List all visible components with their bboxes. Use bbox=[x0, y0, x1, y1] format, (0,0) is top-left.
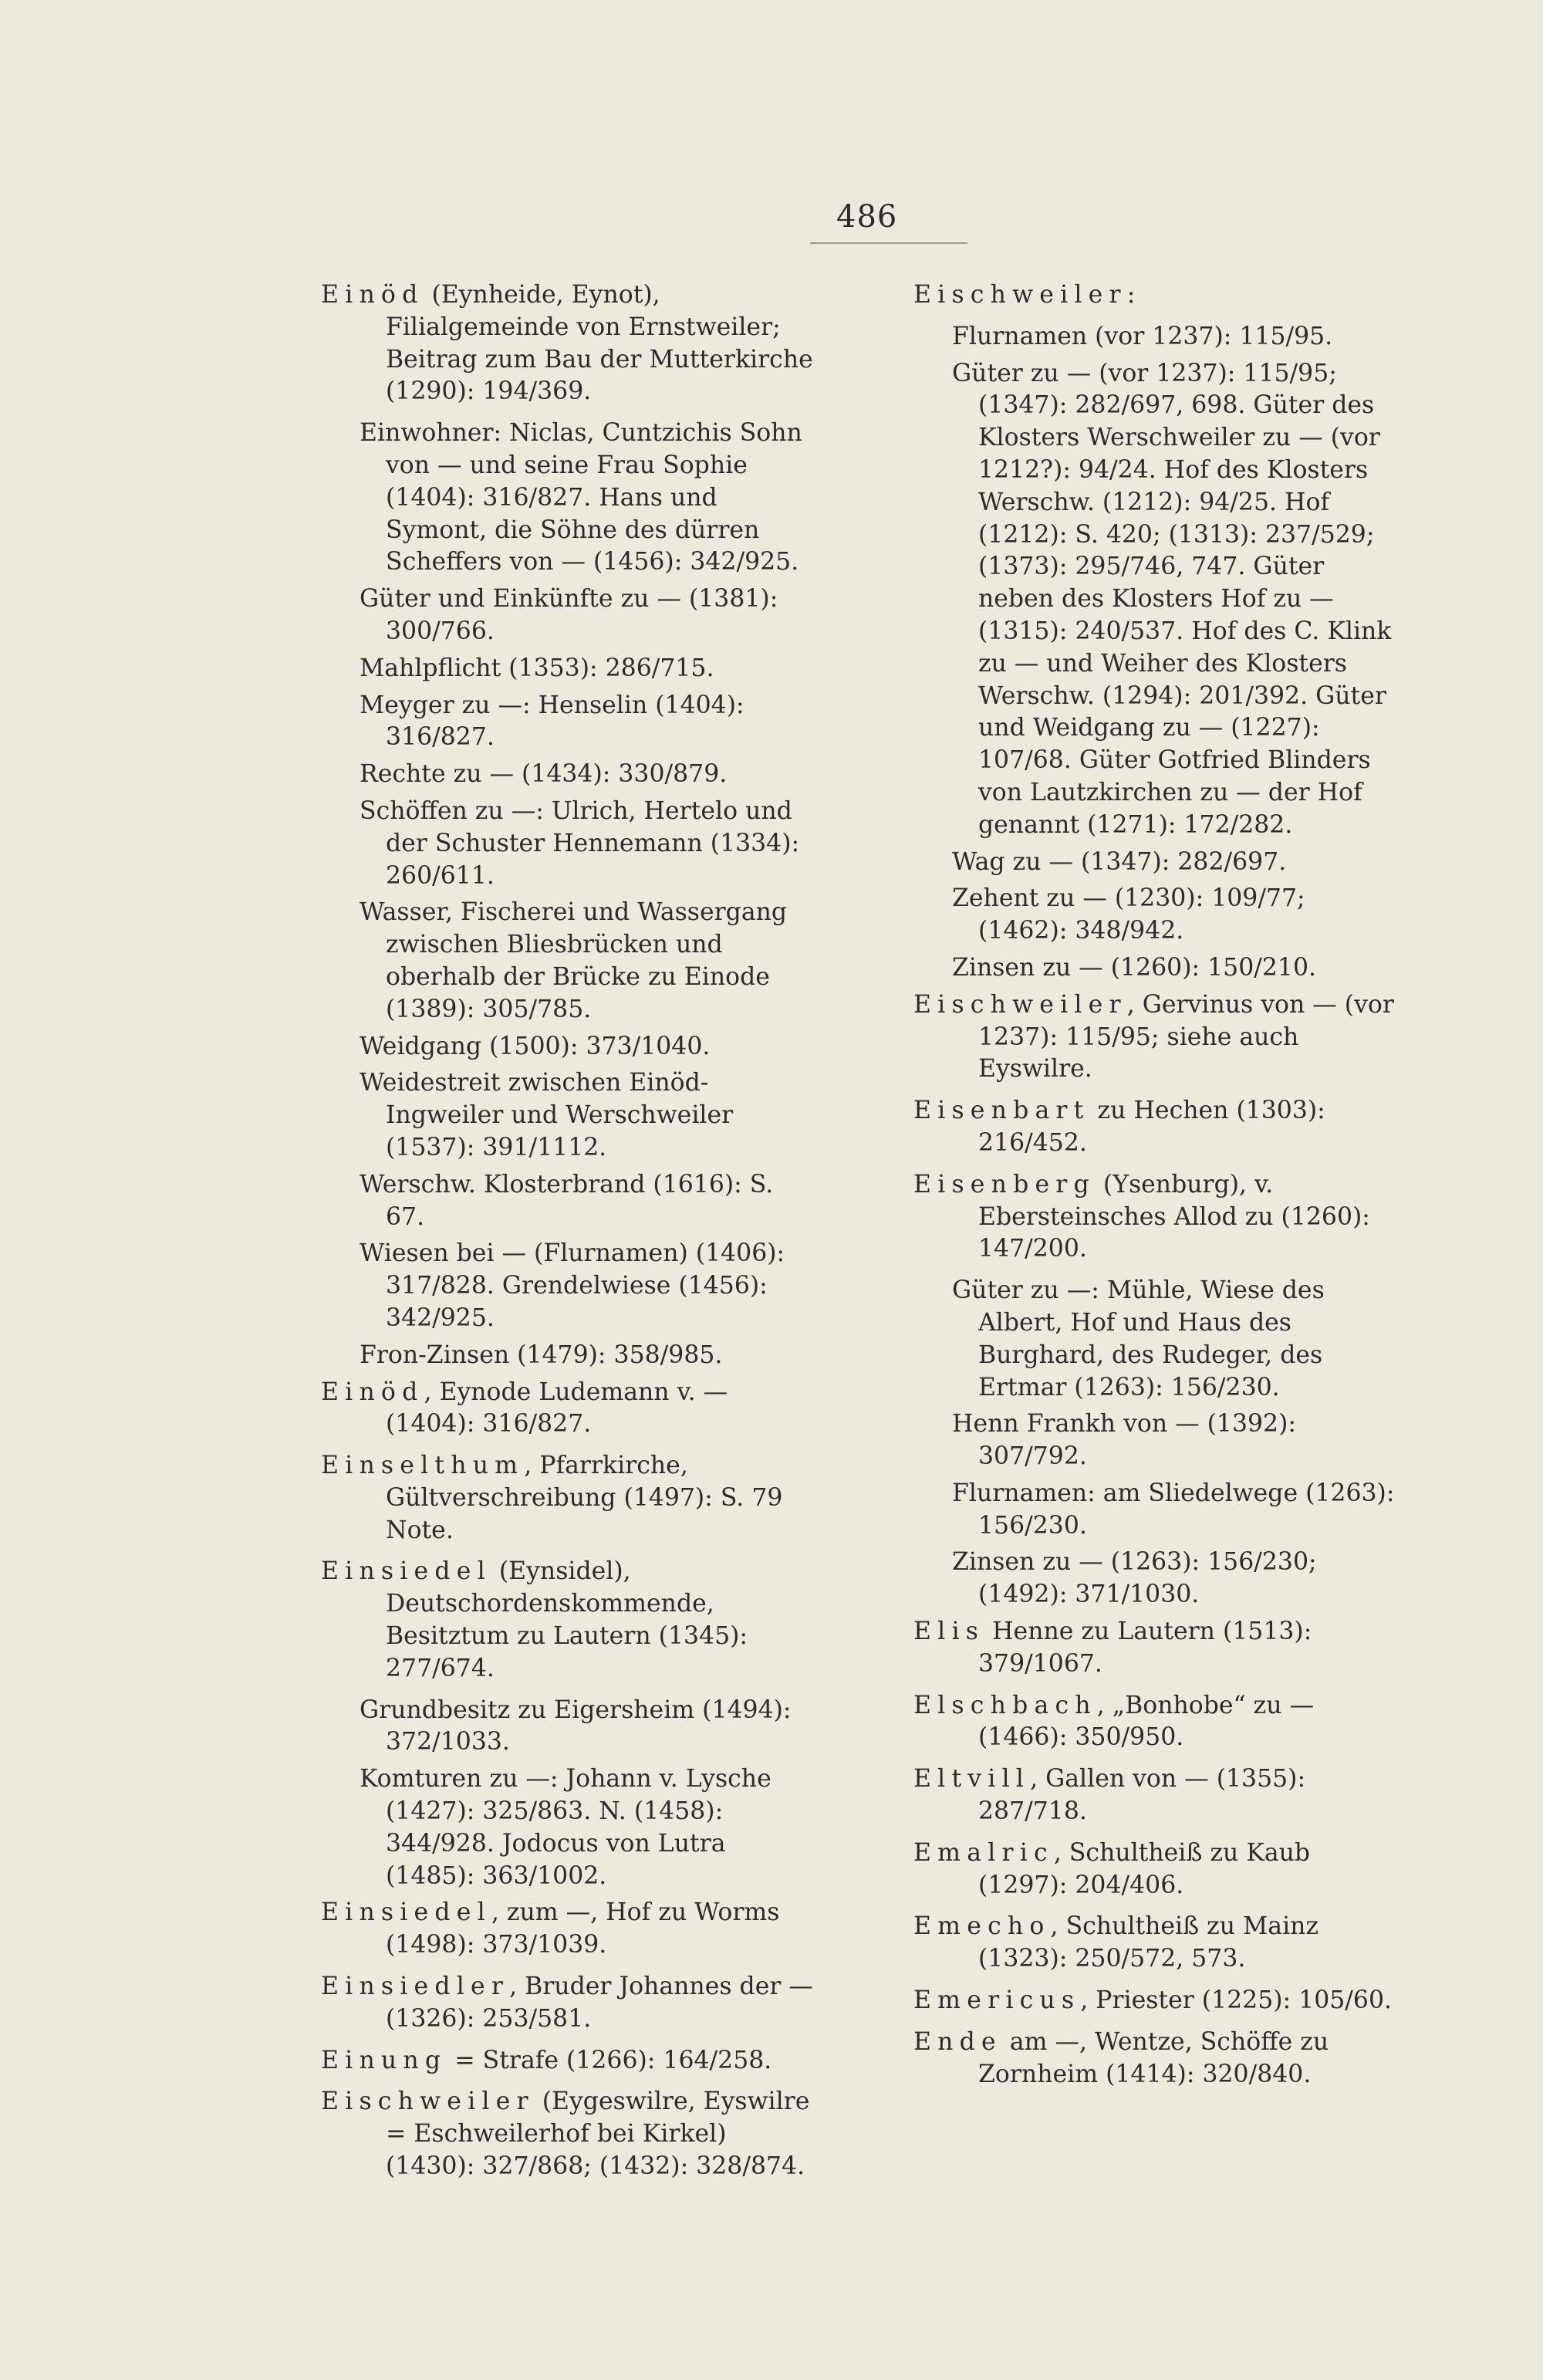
entry-text: : bbox=[1126, 281, 1136, 309]
entry-text: Einwohner: Niclas, Cuntzichis Sohn von — und seine Frau Sophie (1404): 316/827. Hans und Symont, die Söhne des dürren Scheffers von — (1456): 342/925. bbox=[360, 419, 802, 576]
index-entry bbox=[321, 2086, 816, 2182]
entry-text: Güter zu —: Mühle, Wiese des Albert, Hof und Haus des Burghard, des Rudeger, des Ertmar (1263): 156/230. bbox=[952, 1276, 1325, 1401]
index-entry bbox=[913, 2027, 1401, 2091]
index-entry bbox=[321, 1556, 816, 1685]
index-subentry bbox=[360, 1763, 816, 1892]
index-subentry bbox=[360, 690, 816, 755]
entry-headword: Einselthum bbox=[321, 1452, 525, 1480]
entry-text: am —, Wentze, Schöffe zu Zornheim (1414): 320/840. bbox=[978, 2027, 1329, 2088]
entry-text: (Eygeswilre, Eyswilre = Eschweilerhof bei Kirkel) (1430): 327/868; (1432): 328/874. bbox=[386, 2088, 810, 2181]
entry-text: Mahlpflicht (1353): 286/715. bbox=[360, 654, 714, 682]
entry-text: , zum —, Hof zu Worms (1498): 373/1039. bbox=[386, 1898, 780, 1959]
entry-text: Grundbesitz zu Eigersheim (1494): 372/1033. bbox=[360, 1695, 792, 1756]
index-subentry bbox=[952, 1275, 1401, 1404]
entry-text: Henne zu Lautern (1513): 379/1067. bbox=[978, 1618, 1312, 1678]
entry-text: Weidgang (1500): 373/1040. bbox=[360, 1032, 711, 1060]
entry-headword: Einöd bbox=[321, 1378, 424, 1406]
index-entry bbox=[321, 1450, 816, 1547]
entry-text: zu Hechen (1303): 216/452. bbox=[978, 1097, 1325, 1157]
entry-text: , „Bonhobe“ zu — (1466): 350/950. bbox=[978, 1691, 1315, 1752]
entry-text: (Ysenburg), v. Ebersteinsches Allod zu (1260): 147/200. bbox=[978, 1170, 1370, 1263]
index-entry bbox=[321, 1971, 816, 2036]
index-subentry bbox=[952, 358, 1401, 842]
index-entry bbox=[913, 1763, 1401, 1828]
entry-headword: Eisenberg bbox=[913, 1170, 1096, 1198]
entry-text: Meyger zu —: Henselin (1404): 316/827. bbox=[360, 691, 744, 752]
index-subentry bbox=[360, 1067, 816, 1164]
index-entry bbox=[321, 2045, 816, 2077]
entry-text: , Schultheiß zu Kaub (1297): 204/406. bbox=[978, 1838, 1311, 1899]
entry-text: Wag zu — (1347): 282/697. bbox=[952, 847, 1287, 876]
index-entry bbox=[913, 1169, 1401, 1266]
entry-text: Zehent zu — (1230): 109/77; (1462): 348/942. bbox=[952, 884, 1305, 945]
entry-text: , Gervinus von — (vor 1237): 115/95; siehe auch Eyswilre. bbox=[978, 990, 1394, 1084]
entry-headword: Emecho bbox=[913, 1912, 1051, 1941]
left-column bbox=[321, 279, 816, 2192]
index-entry bbox=[913, 989, 1401, 1086]
entry-text: , Gallen von — (1355): 287/718. bbox=[978, 1765, 1306, 1826]
index-subentry bbox=[360, 1695, 816, 1760]
index-entry bbox=[913, 1690, 1401, 1755]
index-subentry bbox=[952, 1547, 1401, 1611]
entry-text: , Schultheiß zu Mainz (1323): 250/572, 573. bbox=[978, 1912, 1319, 1973]
index-entry bbox=[913, 1837, 1401, 1902]
index-entry bbox=[913, 1616, 1401, 1681]
index-subentry bbox=[952, 1478, 1401, 1543]
entry-headword: Emalric bbox=[913, 1838, 1054, 1867]
index-entry bbox=[321, 1377, 816, 1442]
entry-text: Werschw. Klosterbrand (1616): S. 67. bbox=[360, 1170, 774, 1231]
entry-headword: Eltvill bbox=[913, 1765, 1031, 1793]
entry-text: , Eynode Ludemann v. — (1404): 316/827. bbox=[386, 1378, 728, 1438]
entry-text: Flurnamen (vor 1237): 115/95. bbox=[952, 322, 1333, 350]
index-subentry bbox=[360, 583, 816, 648]
right-column bbox=[913, 279, 1401, 2100]
entry-headword: Einsiedler bbox=[321, 1973, 510, 2001]
index-entry bbox=[913, 1911, 1401, 1976]
entry-text: Zinsen zu — (1263): 156/230; (1492): 371/1030. bbox=[952, 1548, 1317, 1609]
entry-text: Rechte zu — (1434): 330/879. bbox=[360, 760, 728, 789]
entry-text: Güter und Einkünfte zu — (1381): 300/766. bbox=[360, 585, 778, 645]
entry-headword: Einöd bbox=[321, 281, 424, 309]
index-subentry bbox=[360, 1031, 816, 1063]
entry-text: (Eynheide, Eynot), Filialgemeinde von Ernstweiler; Beitrag zum Bau der Mutterkirche (1290): 194/369. bbox=[386, 281, 813, 406]
entry-text: Wiesen bei — (Flurnamen) (1406): 317/828. Grendelwiese (1456): 342/925. bbox=[360, 1239, 785, 1332]
entry-text: Fron-Zinsen (1479): 358/985. bbox=[360, 1340, 723, 1369]
entry-text: , Pfarrkirche, Gültverschreibung (1497): S. 79 Note. bbox=[386, 1452, 783, 1544]
index-subentry bbox=[360, 1340, 816, 1372]
page-number-rule bbox=[810, 242, 967, 244]
entry-text: Henn Frankh von — (1392): 307/792. bbox=[952, 1410, 1296, 1471]
entry-text: Komturen zu —: Johann v. Lysche (1427): 325/863. N. (1458): 344/928. Jodocus von Lutra (1485): 363/1002. bbox=[360, 1765, 772, 1890]
index-subentry bbox=[360, 1238, 816, 1334]
entry-headword: Eischweiler bbox=[913, 990, 1127, 1019]
entry-text: , Priester (1225): 105/60. bbox=[1080, 1986, 1392, 2015]
entry-headword: Einung bbox=[321, 2046, 447, 2074]
index-subentry bbox=[952, 952, 1401, 985]
index-subentry bbox=[952, 883, 1401, 948]
entry-headword: Emericus bbox=[913, 1986, 1081, 2015]
entry-headword: Einsiedel bbox=[321, 1898, 491, 1927]
page-number: 486 bbox=[836, 199, 898, 235]
index-subentry bbox=[952, 847, 1401, 879]
index-entry bbox=[913, 279, 1401, 312]
entry-headword: Elis bbox=[913, 1618, 985, 1646]
index-subentry bbox=[360, 897, 816, 1026]
entry-headword: Eisenbart bbox=[913, 1097, 1090, 1125]
entry-headword: Eischweiler bbox=[913, 281, 1127, 309]
entry-headword: Eischweiler bbox=[321, 2088, 535, 2116]
index-subentry bbox=[360, 1169, 816, 1234]
index-subentry bbox=[952, 321, 1401, 353]
index-subentry bbox=[360, 418, 816, 579]
entry-text: (Eynsidel), Deutschordenskommende, Besitztum zu Lautern (1345): 277/674. bbox=[386, 1557, 748, 1682]
index-subentry bbox=[360, 759, 816, 791]
index-entry bbox=[913, 1985, 1401, 2017]
index-subentry bbox=[360, 653, 816, 685]
index-subentry bbox=[360, 796, 816, 892]
entry-text: Wasser, Fischerei und Wassergang zwischen Bliesbrücken und oberhalb der Brücke zu Einode (1389): 305/785. bbox=[360, 898, 788, 1023]
entry-text: = Strafe (1266): 164/258. bbox=[447, 2046, 772, 2074]
entry-headword: Elschbach bbox=[913, 1691, 1097, 1719]
entry-text: Flurnamen: am Sliedelwege (1263): 156/230. bbox=[952, 1479, 1395, 1540]
entry-text: Zinsen zu — (1260): 150/210. bbox=[952, 953, 1317, 982]
entry-text: Schöffen zu —: Ulrich, Hertelo und der Schuster Hennemann (1334): 260/611. bbox=[360, 796, 800, 890]
index-entry bbox=[321, 279, 816, 408]
entry-headword: Einsiedel bbox=[321, 1557, 491, 1586]
index-entry bbox=[321, 1897, 816, 1962]
entry-headword: Ende bbox=[913, 2027, 1002, 2056]
entry-text: , Bruder Johannes der — (1326): 253/581. bbox=[386, 1973, 813, 2033]
entry-text: Weidestreit zwischen Einöd-Ingweiler und Werschweiler (1537): 391/1112. bbox=[360, 1069, 734, 1161]
index-subentry bbox=[952, 1408, 1401, 1473]
index-entry bbox=[913, 1095, 1401, 1160]
entry-text: Güter zu — (vor 1237): 115/95; (1347): 282/697, 698. Güter des Klosters Werschweiler zu — (vor 1212?): 94/24. Hof des Klosters Werschw. (1212): 94/25. Hof (1212): S. 420; (1313): 237/529; (1373): 295/746, 747. Güter neben des Klosters Hof zu — (1315): 240/537. Hof des C. Klink zu — und Weiher des Klosters Werschw. (1294): 201/392. Güter und Weidgang zu — (1227): 107/68. Güter Gotfried Blinders von Lautzkirchen zu — der Hof genannt (1271): 172/282. bbox=[952, 359, 1392, 839]
